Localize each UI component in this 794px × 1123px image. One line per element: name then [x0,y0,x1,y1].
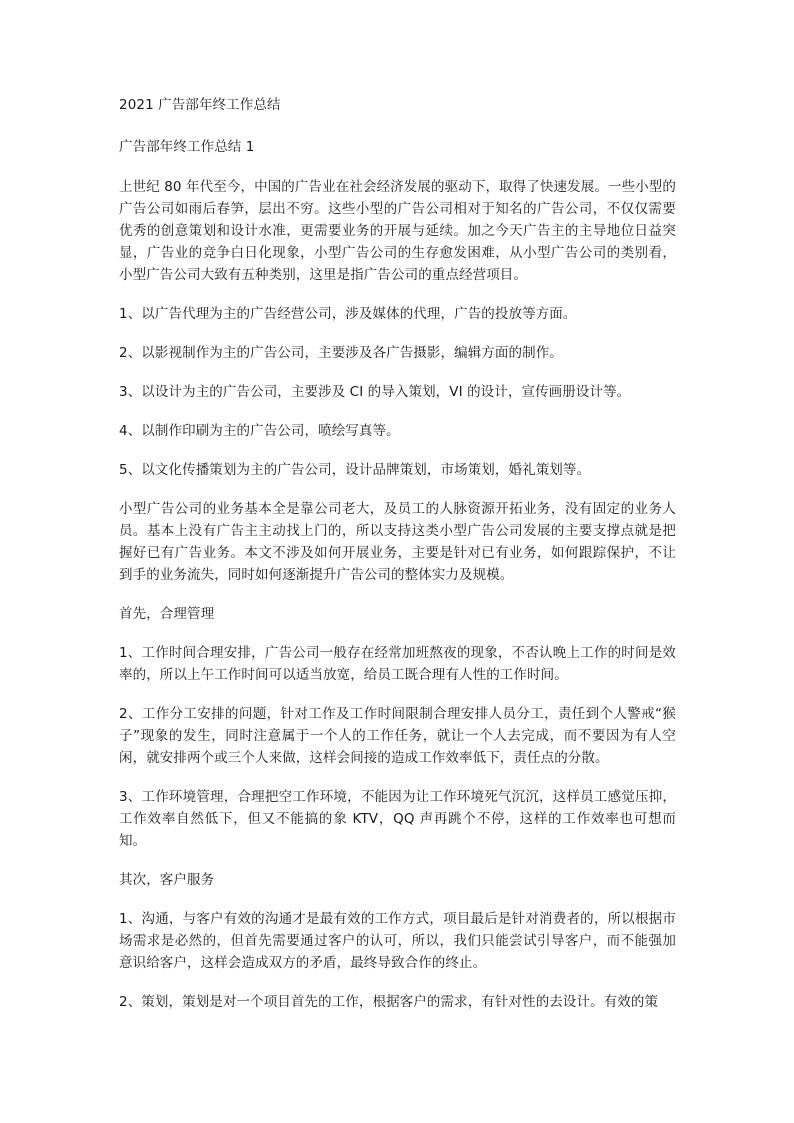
section-heading-service: 其次，客户服务 [119,872,215,888]
management-item-3: 3、工作环境管理，合理把空工作环境，不能因为让工作环境死气沉沉，这样员工感觉压抑，工作效率自然低下，但又不能搞的象 KTV，QQ 声再跳个不停，这样的工作效率也可想而知。 [119,789,676,849]
list-item-4: 4、以制作印刷为主的广告公司，喷绘写真等。 [119,423,400,439]
document-subtitle: 广告部年终工作总结 1 [119,139,255,155]
management-item-1: 1、工作时间合理安排，广告公司一般存在经常加班熬夜的现象，不否认晚上工作的时间是效率的，所以上午工作时间可以适当放宽，给员工既合理有人性的工作时间。 [119,645,676,683]
paragraph-business: 小型广告公司的业务基本全是靠公司老大，及员工的人脉资源开拓业务，没有固定的业务人员。基本上没有广告主主动找上门的，所以支持这类小型广告公司发展的主要支撑点就是把握好已有广告业务。本文不涉及如何开展业务，主要是针对已有业务，如何跟踪保护，不让到手的业务流失，同时如何逐渐提升广告公司的整体实力及规模。 [119,501,676,583]
service-item-2: 2、策划，策划是对一个项目首先的工作，根据客户的需求，有针对性的去设计。有效的策 [119,994,659,1010]
service-item-1: 1、沟通，与客户有效的沟通才是最有效的工作方式，项目最后是针对消费者的，所以根据市场需求是必然的，但首先需要通过客户的认可，所以，我们只能尝试引导客户，而不能强加意识给客户，这样会造成双方的矛盾，最终导致合作的终止。 [119,911,676,971]
list-item-2: 2、以影视制作为主的广告公司，主要涉及各广告摄影，编辑方面的制作。 [119,345,563,361]
section-heading-management: 首先，合理管理 [119,606,215,622]
list-item-1: 1、以广告代理为主的广告经营公司，涉及媒体的代理，广告的投放等方面。 [119,306,577,322]
document-page [119,94,676,1013]
management-item-2: 2、工作分工安排的问题，针对工作及工作时间限制合理安排人员分工，责任到个人警戒“猴子”现象的发生，同时注意属于一个人的工作任务，就让一个人去完成，而不要因为有人空闲，就安排两个或三个人来做，这样会间接的造成工作效率低下，责任点的分散。 [119,706,676,766]
list-item-3: 3、以设计为主的广告公司，主要涉及 CI 的导入策划，VI 的设计，宣传画册设计等。 [119,384,631,400]
document-title: 2021 广告部年终工作总结 [119,97,281,113]
paragraph-intro: 上世纪 80 年代至今，中国的广告业在社会经济发展的驱动下，取得了快速发展。一些小型的广告公司如雨后春笋，层出不穷。这些小型的广告公司相对于知名的广告公司，不仅仅需要优秀的创意策划和设计水准，更需要业务的开展与延续。加之今天广告主的主导地位日益突显，广告业的竞争白日化现象，小型广告公司的生存愈发困难，从小型广告公司的类别看，小型广告公司大致有五种类别，这里是指广告公司的重点经营项目。 [119,179,676,283]
list-item-5: 5、以文化传播策划为主的广告公司，设计品牌策划，市场策划，婚礼策划等。 [119,462,591,478]
